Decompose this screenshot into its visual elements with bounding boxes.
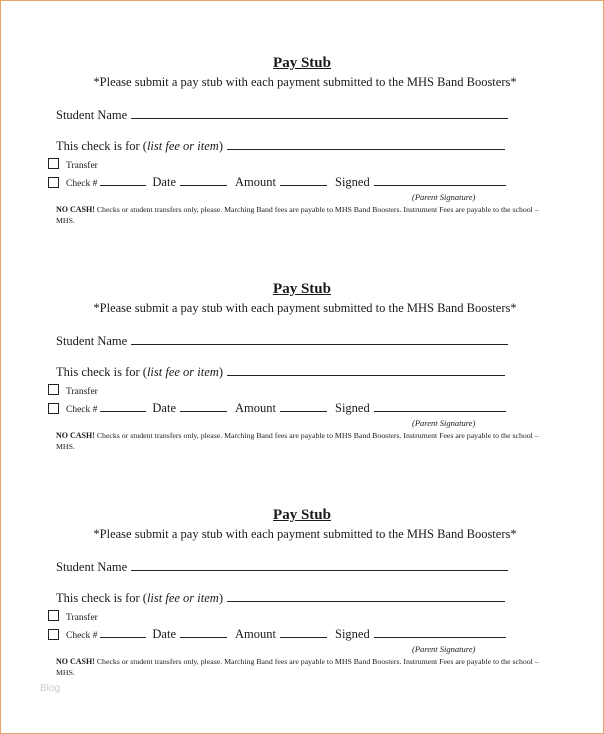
student-name-row bbox=[56, 332, 508, 349]
check-for-field[interactable] bbox=[227, 363, 505, 376]
date-field[interactable] bbox=[180, 401, 227, 412]
check-number-label: Check # bbox=[66, 631, 98, 641]
date-label: Date bbox=[152, 175, 177, 189]
pay-stub-1 bbox=[0, 55, 604, 281]
check-checkbox[interactable] bbox=[48, 629, 59, 640]
check-for-hint: list fee or item bbox=[146, 365, 219, 379]
signed-label: Signed bbox=[335, 401, 370, 415]
stub-instructions: *Please submit a pay stub with each payment submitted to the MHS Band Boosters* bbox=[93, 527, 517, 541]
check-for-field[interactable] bbox=[227, 137, 505, 150]
student-name-field[interactable] bbox=[131, 332, 508, 345]
check-for-suffix: ) bbox=[218, 591, 223, 605]
amount-label: Amount bbox=[235, 175, 276, 189]
student-name-field[interactable] bbox=[131, 558, 508, 571]
no-cash-label: NO CASH! bbox=[56, 657, 95, 666]
transfer-label: Transfer bbox=[66, 387, 98, 397]
date-label: Date bbox=[152, 627, 177, 641]
transfer-checkbox[interactable] bbox=[48, 384, 59, 395]
check-number-label: Check # bbox=[66, 179, 98, 189]
check-number-field[interactable] bbox=[100, 401, 146, 412]
student-name-row bbox=[56, 106, 508, 123]
pay-stub-3 bbox=[0, 507, 604, 733]
check-checkbox[interactable] bbox=[48, 403, 59, 414]
no-cash-label: NO CASH! bbox=[56, 205, 95, 214]
check-for-hint: list fee or item bbox=[146, 591, 219, 605]
check-for-prefix: This check is for ( bbox=[56, 591, 147, 605]
date-label: Date bbox=[152, 401, 177, 415]
payment-details-row bbox=[66, 401, 506, 416]
payment-details-row bbox=[66, 175, 506, 190]
student-name-row bbox=[56, 558, 508, 575]
student-name-field[interactable] bbox=[131, 106, 508, 119]
payment-details-row bbox=[66, 627, 506, 642]
amount-field[interactable] bbox=[280, 401, 327, 412]
signature-field[interactable] bbox=[374, 401, 506, 412]
stub-title: Pay Stub bbox=[273, 55, 331, 71]
amount-field[interactable] bbox=[280, 175, 327, 186]
check-for-field[interactable] bbox=[227, 589, 505, 602]
check-for-row bbox=[56, 589, 505, 606]
transfer-label: Transfer bbox=[66, 613, 98, 623]
payment-note bbox=[56, 656, 546, 678]
no-cash-label: NO CASH! bbox=[56, 431, 95, 440]
student-name-label: Student Name bbox=[56, 108, 128, 122]
transfer-label: Transfer bbox=[66, 161, 98, 171]
check-for-prefix: This check is for ( bbox=[56, 365, 147, 379]
transfer-checkbox[interactable] bbox=[48, 610, 59, 621]
pay-stub-2 bbox=[0, 281, 604, 507]
signature-field[interactable] bbox=[374, 175, 506, 186]
amount-label: Amount bbox=[235, 627, 276, 641]
check-for-suffix: ) bbox=[218, 139, 223, 153]
note-text: Checks or student transfers only, please. Marching Band fees are payable to MHS Band Boosters. Instrument Fees are payable to the school – MHS. bbox=[56, 205, 539, 225]
stub-title: Pay Stub bbox=[273, 507, 331, 523]
student-name-label: Student Name bbox=[56, 560, 128, 574]
check-number-field[interactable] bbox=[100, 175, 146, 186]
check-number-field[interactable] bbox=[100, 627, 146, 638]
note-text: Checks or student transfers only, please. Marching Band fees are payable to MHS Band Boosters. Instrument Fees are payable to the school – MHS. bbox=[56, 431, 539, 451]
date-field[interactable] bbox=[180, 175, 227, 186]
stub-instructions: *Please submit a pay stub with each payment submitted to the MHS Band Boosters* bbox=[93, 75, 517, 89]
stub-instructions: *Please submit a pay stub with each payment submitted to the MHS Band Boosters* bbox=[93, 301, 517, 315]
amount-label: Amount bbox=[235, 401, 276, 415]
check-for-hint: list fee or item bbox=[146, 139, 219, 153]
signed-label: Signed bbox=[335, 627, 370, 641]
payment-note bbox=[56, 430, 546, 452]
watermark-text: Blog bbox=[40, 683, 61, 694]
signature-field[interactable] bbox=[374, 627, 506, 638]
student-name-label: Student Name bbox=[56, 334, 128, 348]
check-number-label: Check # bbox=[66, 405, 98, 415]
check-for-suffix: ) bbox=[218, 365, 223, 379]
check-for-row bbox=[56, 363, 505, 380]
signature-caption: (Parent Signature) bbox=[412, 192, 476, 202]
check-for-prefix: This check is for ( bbox=[56, 139, 147, 153]
transfer-checkbox[interactable] bbox=[48, 158, 59, 169]
signed-label: Signed bbox=[335, 175, 370, 189]
payment-note bbox=[56, 204, 546, 226]
signature-caption: (Parent Signature) bbox=[412, 644, 476, 654]
check-checkbox[interactable] bbox=[48, 177, 59, 188]
date-field[interactable] bbox=[180, 627, 227, 638]
stub-title: Pay Stub bbox=[273, 281, 331, 297]
amount-field[interactable] bbox=[280, 627, 327, 638]
note-text: Checks or student transfers only, please. Marching Band fees are payable to MHS Band Boosters. Instrument Fees are payable to the school – MHS. bbox=[56, 657, 539, 677]
check-for-row bbox=[56, 137, 505, 154]
signature-caption: (Parent Signature) bbox=[412, 418, 476, 428]
